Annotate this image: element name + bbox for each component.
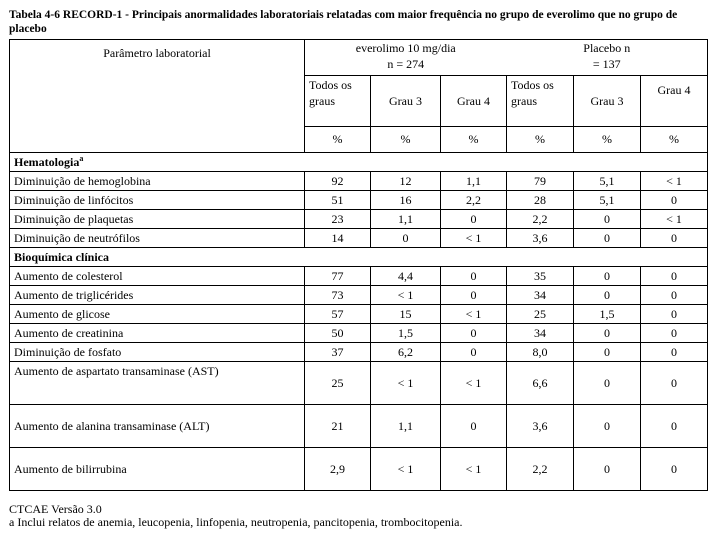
value-cell: 92 <box>305 172 371 191</box>
value-cell: 0 <box>574 210 641 229</box>
value-cell: 2,2 <box>507 448 574 491</box>
table-row <box>10 324 708 343</box>
value-cell: 2,2 <box>507 210 574 229</box>
value-cell: 0 <box>641 191 708 210</box>
table-row <box>10 191 708 210</box>
value-cell: < 1 <box>641 172 708 191</box>
value-cell: 50 <box>305 324 371 343</box>
table-row <box>10 343 708 362</box>
ev-grau4-header: Grau 4 <box>441 76 507 127</box>
parameter-label: Aumento de glicose <box>10 305 305 324</box>
pl-grau4-unit: % <box>641 127 708 153</box>
ev-grau4-unit: % <box>441 127 507 153</box>
value-cell: 12 <box>371 172 441 191</box>
value-cell: 0 <box>574 343 641 362</box>
table-row <box>10 405 708 448</box>
value-cell: 25 <box>507 305 574 324</box>
value-cell: 0 <box>441 324 507 343</box>
ev-grau3-header: Grau 3 <box>371 76 441 127</box>
parameter-label: Aumento de creatinina <box>10 324 305 343</box>
footnote-a: a Inclui relatos de anemia, leucopenia, linfopenia, neutropenia, pancitopenia, trombocitopenia. <box>9 515 463 529</box>
value-cell: 57 <box>305 305 371 324</box>
param-header: Parâmetro laboratorial <box>103 46 211 60</box>
parameter-label: Aumento de aspartato transaminase (AST) <box>10 362 305 405</box>
value-cell: 1,1 <box>441 172 507 191</box>
value-cell: 1,5 <box>574 305 641 324</box>
value-cell: 0 <box>441 343 507 362</box>
parameter-label: Diminuição de plaquetas <box>10 210 305 229</box>
value-cell: 15 <box>371 305 441 324</box>
pl-grau4-header: Grau 4 <box>641 76 708 127</box>
table-row <box>10 229 708 248</box>
value-cell: 0 <box>641 324 708 343</box>
table-row <box>10 305 708 324</box>
value-cell: 6,2 <box>371 343 441 362</box>
parameter-label: Aumento de alanina transaminase (ALT) <box>10 405 305 448</box>
placebo-group-line2: = 137 <box>592 57 621 71</box>
table-row <box>10 286 708 305</box>
value-cell: 0 <box>441 405 507 448</box>
value-cell: < 1 <box>441 229 507 248</box>
value-cell: 35 <box>507 267 574 286</box>
value-cell: 0 <box>641 405 708 448</box>
value-cell: 2,2 <box>441 191 507 210</box>
value-cell: 0 <box>641 286 708 305</box>
ev-todos-unit: % <box>305 127 371 153</box>
value-cell: < 1 <box>441 362 507 405</box>
value-cell: 0 <box>441 267 507 286</box>
lab-abnormalities-table <box>9 39 708 491</box>
parameter-label: Diminuição de linfócitos <box>10 191 305 210</box>
value-cell: 0 <box>641 448 708 491</box>
value-cell: 0 <box>574 405 641 448</box>
value-cell: 23 <box>305 210 371 229</box>
value-cell: 79 <box>507 172 574 191</box>
table-row <box>10 267 708 286</box>
section-footnote-marker: a <box>79 154 84 163</box>
everolimus-group-line2: n = 274 <box>387 57 425 71</box>
value-cell: 34 <box>507 286 574 305</box>
value-cell: 0 <box>441 210 507 229</box>
pl-grau3-unit: % <box>574 127 641 153</box>
section-label-text: Bioquímica clínica <box>14 249 110 264</box>
section-label <box>10 248 708 267</box>
value-cell: 37 <box>305 343 371 362</box>
ev-todos-line1: Todos os <box>309 78 352 92</box>
table-row <box>10 362 708 405</box>
ev-todos-line2: graus <box>309 94 335 108</box>
table-title: Tabela 4-6 RECORD-1 - Principais anormalidades laboratoriais relatadas com maior frequência no grupo de everolimo que no grupo de placebo <box>9 9 678 35</box>
everolimus-group-line1: everolimo 10 mg/dia <box>355 41 456 55</box>
value-cell: 0 <box>574 448 641 491</box>
value-cell: < 1 <box>371 362 441 405</box>
pl-todos-unit: % <box>507 127 574 153</box>
table-row <box>10 172 708 191</box>
ev-todos-header <box>305 76 371 127</box>
value-cell: 34 <box>507 324 574 343</box>
value-cell: 0 <box>441 286 507 305</box>
value-cell: 21 <box>305 405 371 448</box>
parameter-label: Diminuição de hemoglobina <box>10 172 305 191</box>
value-cell: 0 <box>371 229 441 248</box>
parameter-label: Diminuição de fosfato <box>10 343 305 362</box>
param-header-cell <box>10 40 305 153</box>
pl-todos-line1: Todos os <box>511 78 554 92</box>
section-row <box>10 153 708 172</box>
section-label <box>10 153 708 172</box>
value-cell: 51 <box>305 191 371 210</box>
value-cell: 0 <box>574 267 641 286</box>
value-cell: 73 <box>305 286 371 305</box>
pl-todos-line2: graus <box>511 94 538 108</box>
value-cell: 3,6 <box>507 405 574 448</box>
value-cell: 0 <box>641 343 708 362</box>
value-cell: 1,1 <box>371 405 441 448</box>
value-cell: 0 <box>641 267 708 286</box>
footnote-version: CTCAE Versão 3.0 <box>9 502 102 516</box>
value-cell: < 1 <box>371 286 441 305</box>
value-cell: 0 <box>574 286 641 305</box>
value-cell: 77 <box>305 267 371 286</box>
value-cell: 5,1 <box>574 191 641 210</box>
value-cell: < 1 <box>441 448 507 491</box>
ev-grau3-unit: % <box>371 127 441 153</box>
section-label-text: Hematologia <box>14 155 80 169</box>
value-cell: < 1 <box>371 448 441 491</box>
value-cell: 0 <box>641 229 708 248</box>
placebo-group-header <box>507 40 708 76</box>
section-row <box>10 248 708 267</box>
placebo-group-line1: Placebo n <box>583 41 631 55</box>
parameter-label: Aumento de triglicérides <box>10 286 305 305</box>
value-cell: 0 <box>641 362 708 405</box>
value-cell: 6,6 <box>507 362 574 405</box>
value-cell: 0 <box>574 362 641 405</box>
value-cell: 5,1 <box>574 172 641 191</box>
value-cell: 0 <box>574 324 641 343</box>
value-cell: 1,1 <box>371 210 441 229</box>
parameter-label: Aumento de bilirrubina <box>10 448 305 491</box>
value-cell: 1,5 <box>371 324 441 343</box>
everolimus-group-header <box>305 40 507 76</box>
header-row-groups <box>10 40 708 76</box>
value-cell: < 1 <box>641 210 708 229</box>
value-cell: 4,4 <box>371 267 441 286</box>
value-cell: 28 <box>507 191 574 210</box>
pl-grau3-header: Grau 3 <box>574 76 641 127</box>
footnotes <box>9 503 709 529</box>
value-cell: 14 <box>305 229 371 248</box>
pl-todos-header <box>507 76 574 127</box>
table-row <box>10 448 708 491</box>
parameter-label: Diminuição de neutrófilos <box>10 229 305 248</box>
value-cell: 0 <box>641 305 708 324</box>
value-cell: 8,0 <box>507 343 574 362</box>
value-cell: 3,6 <box>507 229 574 248</box>
value-cell: < 1 <box>441 305 507 324</box>
value-cell: 25 <box>305 362 371 405</box>
value-cell: 2,9 <box>305 448 371 491</box>
value-cell: 0 <box>574 229 641 248</box>
parameter-label: Aumento de colesterol <box>10 267 305 286</box>
value-cell: 16 <box>371 191 441 210</box>
table-row <box>10 210 708 229</box>
